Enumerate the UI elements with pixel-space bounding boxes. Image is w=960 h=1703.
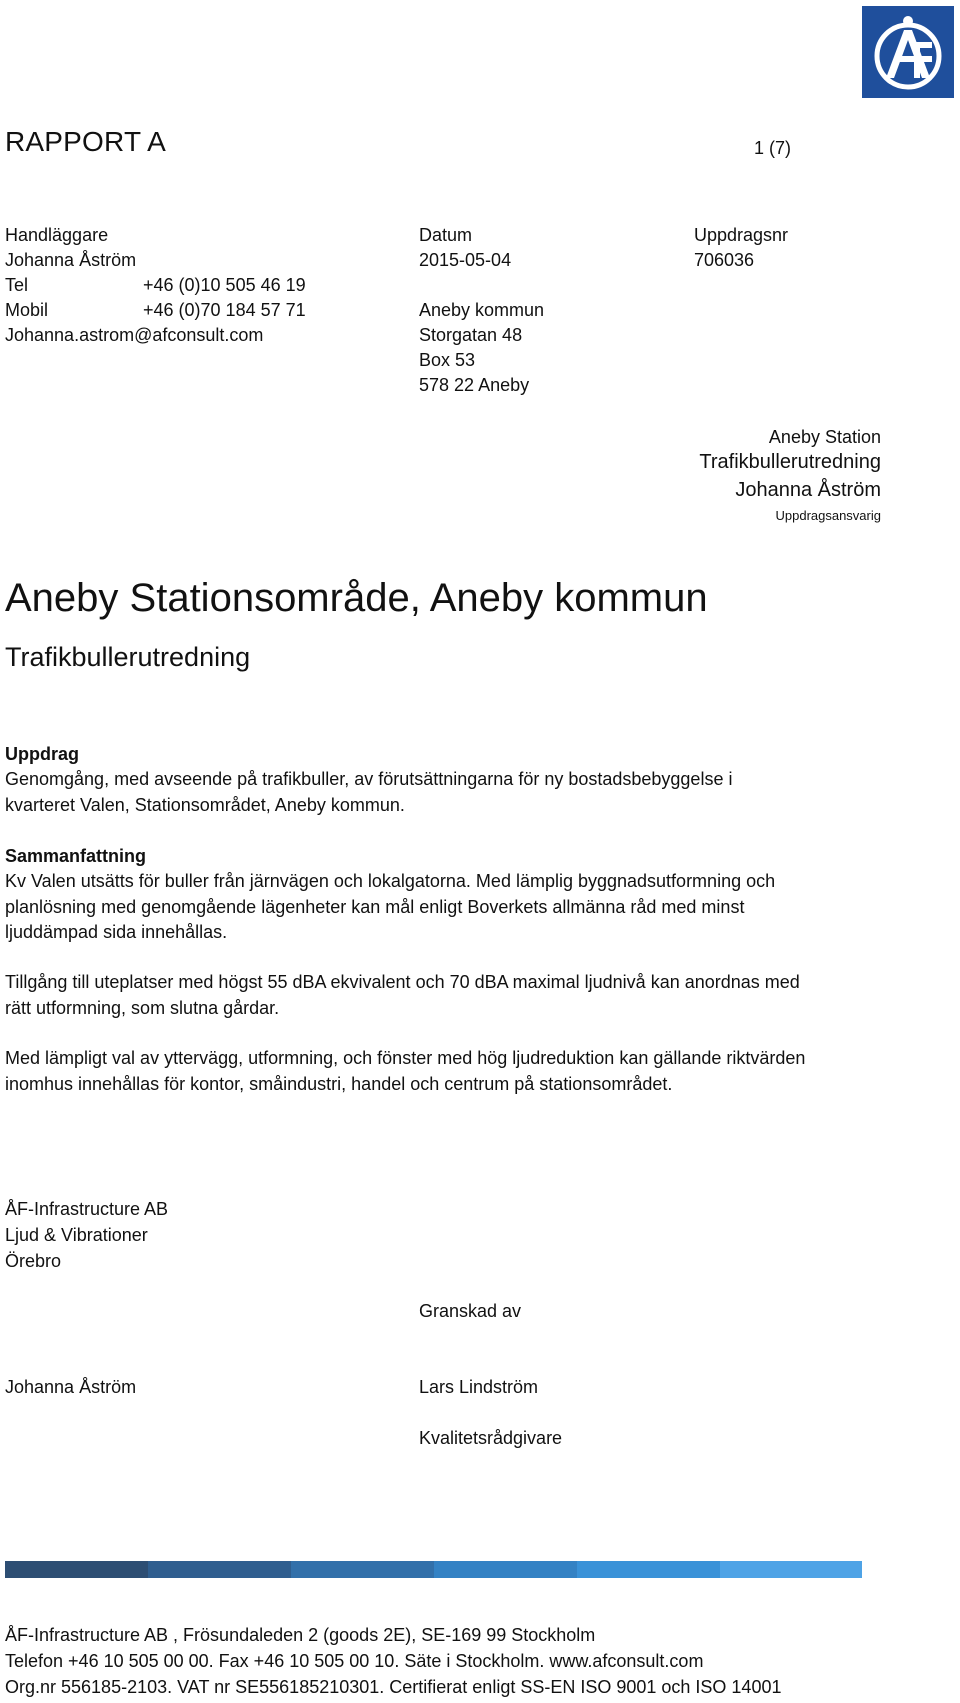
tel-value: +46 (0)10 505 46 19: [143, 275, 306, 295]
footer-contact: Telefon +46 10 505 00 00. Fax +46 10 505 00 10. Säte i Stockholm. www.afconsult.com: [5, 1651, 704, 1671]
af-logo: [862, 6, 954, 98]
footer-bar-segment: [577, 1561, 720, 1578]
reviewer-name: Lars Lindström: [419, 1377, 539, 1397]
date-label: Datum: [419, 225, 473, 245]
company-department: Ljud & Vibrationer: [5, 1225, 148, 1245]
project-subject: Trafikbullerutredning: [699, 451, 881, 473]
page-number: 1 (7): [754, 138, 792, 158]
report-title: RAPPORT A: [5, 126, 167, 157]
footer-bar-segment: [5, 1561, 148, 1578]
document-title: Aneby Stationsområde, Aneby kommun: [5, 576, 708, 620]
reviewed-by-label: Granskad av: [419, 1301, 522, 1321]
company-name: ÅF-Infrastructure AB: [5, 1199, 169, 1219]
footer-bar-segment: [720, 1561, 862, 1578]
footer-registration: Org.nr 556185-2103. VAT nr SE556185210301. Certifierat enligt SS-EN ISO 9001 och ISO 14001: [5, 1677, 782, 1697]
reviewer-role: Kvalitetsrådgivare: [419, 1428, 563, 1448]
summary-paragraph: Med lämpligt val av yttervägg, utformning, och fönster med hög ljudreduktion kan gällande riktvärden inomhus innehållas för kontor, småindustri, handel och centrum på stationsområdet.: [5, 1048, 806, 1094]
author-name: Johanna Åström: [5, 1377, 137, 1397]
uppdrag-text: Genomgång, med avseende på trafikbuller, av förutsättningarna för ny bostadsbebyggelse i kvarteret Valen, Stationsområdet, Aneby kommun.: [5, 769, 733, 815]
summary-paragraph: Tillgång till uteplatser med högst 55 dBA ekvivalent och 70 dBA maximal ljudnivå kan anordnas med rätt utformning, som slutna gårdar.: [5, 972, 800, 1018]
company-city: Örebro: [5, 1251, 62, 1271]
recipient-line: 578 22 Aneby: [419, 375, 530, 395]
mobil-label: Mobil: [5, 300, 49, 320]
summary-heading: Sammanfattning: [5, 846, 147, 866]
order-label: Uppdragsnr: [694, 225, 789, 245]
summary-paragraph: Kv Valen utsätts för buller från järnvägen och lokalgatorna. Med lämplig byggnadsutformning och planlösning med genomgående lägenheter kan mål enligt Boverkets allmänna råd med minst ljuddämpad sida innehållas.: [5, 871, 776, 942]
recipient-line: Box 53: [419, 350, 476, 370]
date-value: 2015-05-04: [419, 250, 512, 270]
responsible-name: Johanna Åström: [735, 479, 881, 501]
recipient-line: Aneby kommun: [419, 300, 545, 320]
responsible-role: Uppdragsansvarig: [775, 508, 881, 523]
footer-bar-segment: [148, 1561, 291, 1578]
footer-address: ÅF-Infrastructure AB , Frösundaleden 2 (goods 2E), SE-169 99 Stockholm: [5, 1625, 596, 1645]
footer-bar-segment: [434, 1561, 577, 1578]
project-name: Aneby Station: [768, 427, 881, 447]
order-number: 706036: [694, 250, 755, 270]
email: Johanna.astrom@afconsult.com: [5, 325, 264, 345]
af-logo-icon: [862, 6, 954, 98]
document-subtitle: Trafikbullerutredning: [5, 642, 251, 672]
uppdrag-heading: Uppdrag: [5, 744, 79, 764]
recipient-line: Storgatan 48: [419, 325, 523, 345]
tel-label: Tel: [5, 275, 29, 295]
handler-label: Handläggare: [5, 225, 109, 245]
handler-name: Johanna Åström: [5, 250, 137, 270]
mobil-value: +46 (0)70 184 57 71: [143, 300, 306, 320]
footer-bar-segment: [291, 1561, 434, 1578]
